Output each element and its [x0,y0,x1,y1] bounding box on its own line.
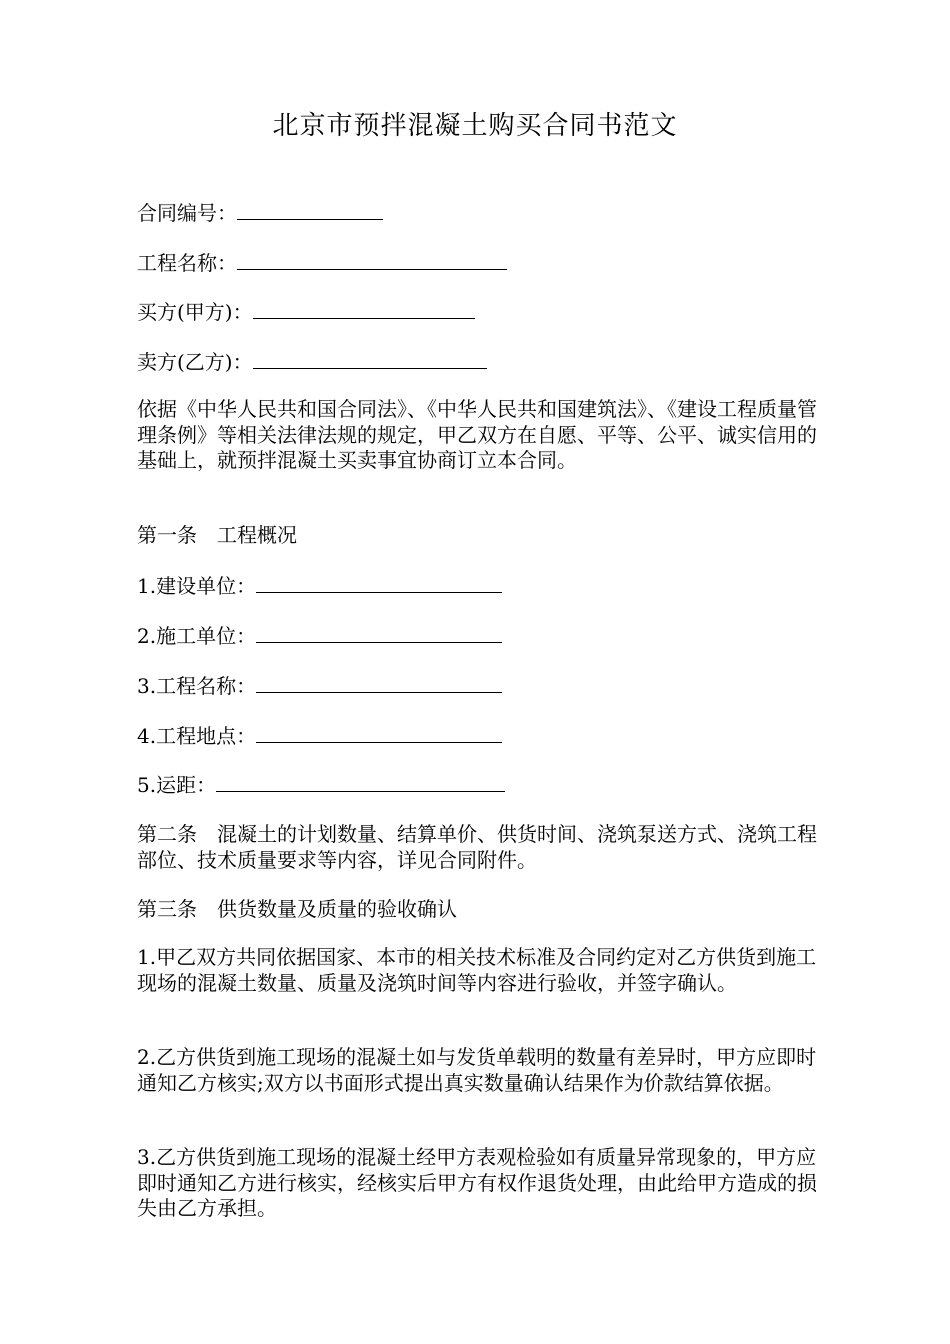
seller-field [137,349,487,375]
article2-paragraph: 第二条 混凝土的计划数量、结算单价、供货时间、浇筑泵送方式、浇筑工程部位、技术质量要求等内容，详见合同附件。 [137,822,817,872]
contract-number-label: 合同编号： [137,201,237,225]
contract-number-blank[interactable] [237,200,383,220]
contract-number-field [137,200,383,226]
contractor-unit-blank[interactable] [256,623,502,643]
article1-item-2 [137,623,502,649]
article1-heading: 第一条 工程概况 [137,523,297,547]
preamble-paragraph: 依据《中华人民共和国合同法》、《中华人民共和国建筑法》、《建设工程质量管理条例》等相关法律法规的规定，甲乙双方在自愿、平等、公平、诚实信用的基础上，就预拌混凝土买卖事宜协商订立本合同。 [137,397,817,472]
buyer-field [137,299,475,325]
project-location-label: 4.工程地点： [137,724,257,748]
article1-project-name-blank[interactable] [256,673,502,693]
seller-blank[interactable] [253,349,487,369]
article1-item-5 [137,772,505,798]
article1-item-3 [137,673,502,699]
article1-project-name-label: 3.工程名称： [137,674,257,698]
article3-paragraph-2: 2.乙方供货到施工现场的混凝土如与发货单载明的数量有差异时，甲方应即时通知乙方核实;双方以书面形式提出真实数量确认结果作为价款结算依据。 [137,1045,817,1095]
construction-unit-blank[interactable] [256,573,502,593]
project-name-blank[interactable] [237,250,507,270]
buyer-blank[interactable] [253,299,475,319]
seller-label: 卖方(乙方)： [137,350,253,374]
article3-paragraph-1: 1.甲乙双方共同依据国家、本市的相关技术标准及合同约定对乙方供货到施工现场的混凝土数量、质量及浇筑时间等内容进行验收，并签字确认。 [137,945,817,995]
project-name-label: 工程名称： [137,251,237,275]
project-name-field [137,250,507,276]
transport-distance-blank[interactable] [216,772,505,792]
article1-item-1 [137,573,502,599]
article3-heading: 第三条 供货数量及质量的验收确认 [137,897,457,921]
article3-paragraph-3: 3.乙方供货到施工现场的混凝土经甲方表观检验如有质量异常现象的，甲方应即时通知乙方进行核实，经核实后甲方有权作退货处理，由此给甲方造成的损失由乙方承担。 [137,1145,817,1220]
document-title: 北京市预拌混凝土购买合同书范文 [272,111,678,141]
article1-item-4 [137,723,502,749]
project-location-blank[interactable] [256,723,502,743]
buyer-label: 买方(甲方)： [137,300,253,324]
transport-distance-label: 5.运距： [137,773,217,797]
construction-unit-label: 1.建设单位： [137,574,257,598]
contractor-unit-label: 2.施工单位： [137,624,257,648]
